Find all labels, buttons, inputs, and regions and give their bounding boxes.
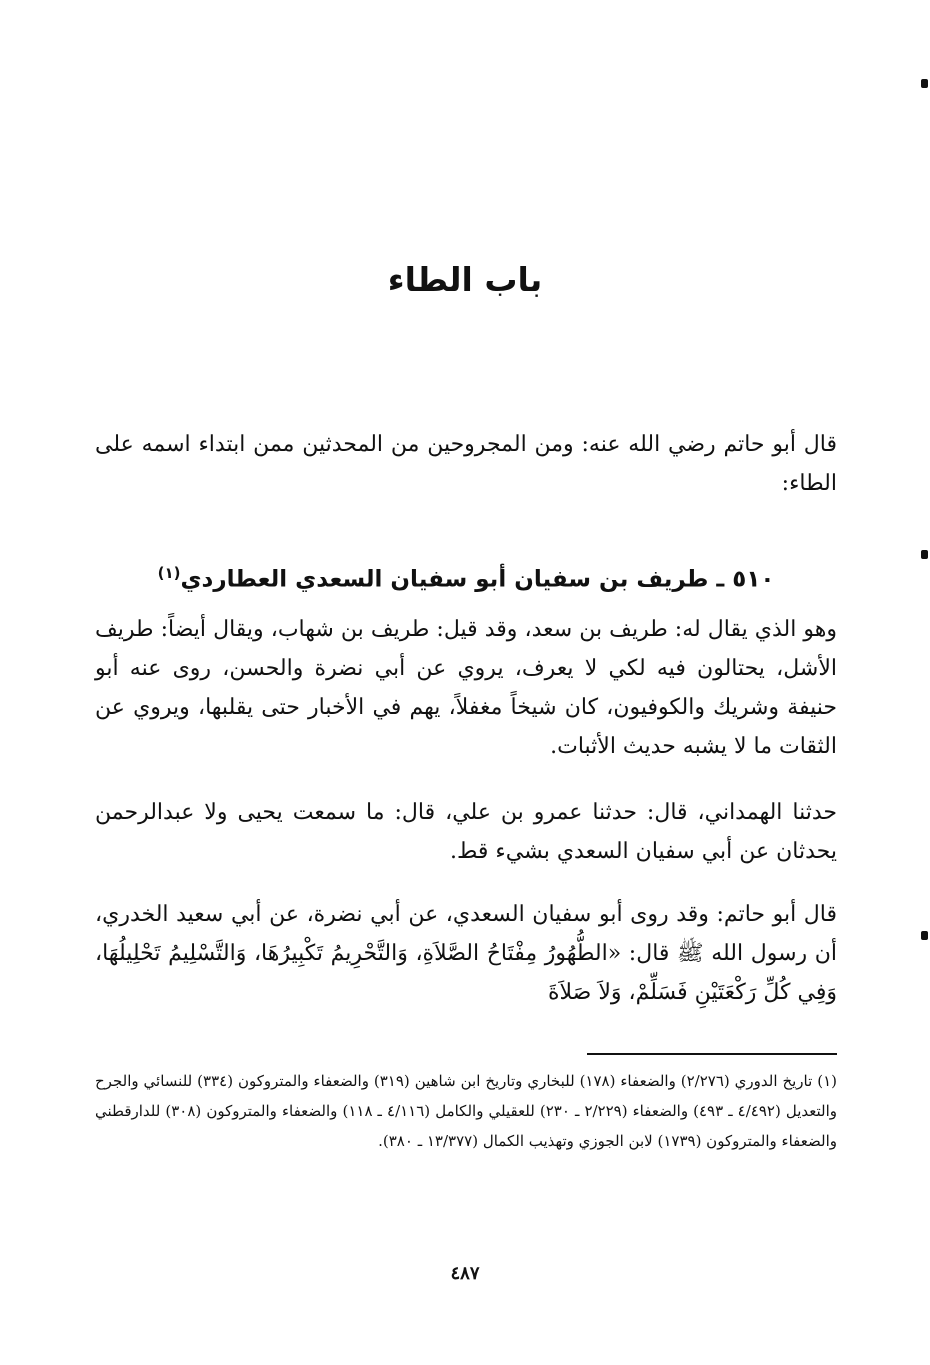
page-number: ٤٨٧ <box>450 1263 480 1284</box>
edge-mark <box>921 931 928 940</box>
edge-mark <box>921 550 928 559</box>
entry-heading <box>95 548 837 605</box>
edge-mark <box>921 79 928 88</box>
intro-paragraph: قال أبو حاتم رضي الله عنه: ومن المجروحين من المحدثين ممن ابتداء اسمه على الطاء: <box>95 432 837 496</box>
body-paragraph: حدثنا الهمداني، قال: حدثنا عمرو بن علي، قال: ما سمعت يحيى ولا عبدالرحمن يحدثان عن أبي سفيان السعدي بشيء قط. <box>95 800 837 864</box>
entry-name: طريف بن سفيان أبو سفيان السعدي العطاردي <box>180 566 709 593</box>
chapter-title: باب الطاء <box>387 260 543 299</box>
body-paragraph: وهو الذي يقال له: طريف بن سعد، وقد قيل: طريف بن شهاب، ويقال أيضاً: طريف الأشل، يحتالون فيه لكي لا يعرف، يروي عن أبي نضرة والحسن، روى عنه أبو حنيفة وشريك والكوفيون، كان شيخاً مغفلاً، يهم في الأخبار حتى يقلبها، ويروي عن الثقات ما لا يشبه حديث الأثبات. <box>95 617 837 759</box>
entry-separator: ـ <box>708 566 733 593</box>
footnote-reference: (١) <box>157 564 181 582</box>
footnote: (١) تاريخ الدوري (٢/٢٧٦) والضعفاء (١٧٨) للبخاري وتاريخ ابن شاهين (٣١٩) والضعفاء والمتروكون (٣٣٤) للنسائي والجرح والتعديل (٤/٤٩٢ ـ ٤٩٣) والضعفاء (٢/٢٢٩ ـ ٢٣٠) للعقيلي والكامل (٤/١١٦ ـ ١١٨) والضعفاء والمتروكون (٣٠٨) للدارقطني والضعفاء والمتروكون (١٧٣٩) لابن الجوزي وتهذيب الكمال (١٣/٣٧٧ ـ ٣٨٠). <box>95 1072 837 1150</box>
footnote-divider <box>587 1053 837 1055</box>
body-paragraph: قال أبو حاتم: وقد روى أبو سفيان السعدي، عن أبي نضرة، عن أبي سعيد الخدري، أن رسول الله ﷺ قال: «الطُّهُورُ مِفْتَاحُ الصَّلاَةِ، وَالتَّحْرِيمُ تَكْبِيرُهَا، وَالتَّسْلِيمُ تَحْلِيلُهَا، وَفِي كُلِّ رَكْعَتَيْنِ فَسَلِّمْ، وَلاَ صَلاَةَ <box>95 902 837 1005</box>
entry-number: ٥١٠ <box>732 566 775 593</box>
